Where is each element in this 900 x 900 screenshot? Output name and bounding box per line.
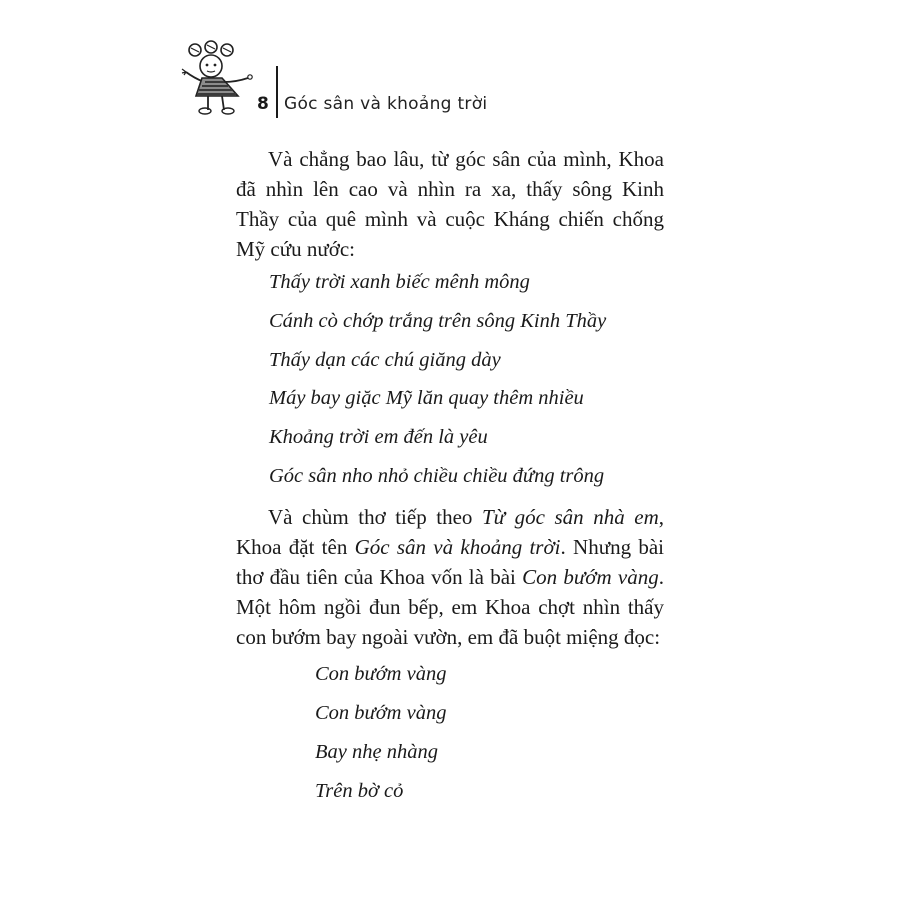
verse-line: Con bướm vàng: [315, 663, 447, 685]
page-header: [178, 38, 678, 118]
girl-mascot-icon: [178, 38, 260, 116]
poem-title: Con bướm vàng: [522, 565, 659, 589]
verse-line: Con bướm vàng: [315, 702, 447, 724]
verse-line: Cánh cò chớp trắng trên sông Kinh Thầy: [269, 310, 607, 332]
poem-title: Góc sân và khoảng trời: [354, 535, 561, 559]
verse-line: Khoảng trời em đến là yêu: [269, 426, 488, 448]
header-divider: [276, 66, 278, 118]
paragraph-1-text: Và chẳng bao lâu, từ góc sân của mình, Khoa đã nhìn lên cao và nhìn ra xa, thấy sông Kinh Thầy của quê mình và cuộc Kháng chiến chống Mỹ cứu nước:: [236, 147, 664, 261]
paragraph-2-text: [236, 502, 664, 652]
verse-line: Máy bay giặc Mỹ lăn quay thêm nhiều: [269, 387, 584, 409]
paragraph-1: [236, 144, 664, 264]
verse-line: Thấy dạn các chú giăng dày: [269, 349, 501, 371]
paragraph-2-part: . Nhưng bài thơ đầu tiên của Khoa vốn là bài: [236, 535, 664, 589]
paragraph-2: [236, 502, 664, 652]
verse-line: Bay nhẹ nhàng: [315, 741, 438, 763]
page-number: 8: [257, 94, 269, 114]
paragraph-2-part: , Khoa đặt tên: [236, 505, 664, 559]
paragraph-2-part: . Một hôm ngồi đun bếp, em Khoa chợt nhìn thấy con bướm bay ngoài vườn, em đã buột miệng đọc:: [236, 565, 664, 649]
poem-title: Từ góc sân nhà em: [481, 505, 659, 529]
verse-line: Trên bờ cỏ: [315, 780, 404, 802]
verse-line: Góc sân nho nhỏ chiều chiều đứng trông: [269, 465, 605, 487]
verse-line: Thấy trời xanh biếc mênh mông: [269, 271, 530, 293]
paragraph-2-part: Và chùm thơ tiếp theo: [268, 505, 482, 529]
running-title: Góc sân và khoảng trời: [284, 94, 488, 114]
